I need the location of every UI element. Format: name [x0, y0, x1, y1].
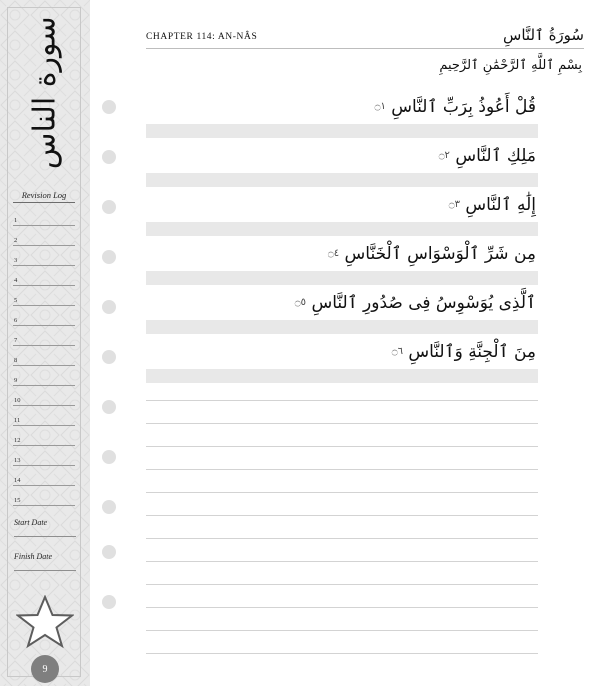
revision-log-row[interactable] — [13, 426, 75, 446]
revision-log-row[interactable] — [13, 266, 75, 286]
note-line[interactable] — [146, 400, 538, 401]
revision-log-row[interactable] — [13, 386, 75, 406]
spiral-binding — [90, 0, 128, 686]
revision-log-row[interactable] — [13, 326, 75, 346]
writing-bar[interactable] — [146, 320, 538, 334]
revision-log-row[interactable] — [13, 406, 75, 426]
revision-log — [9, 190, 79, 506]
writing-bar[interactable] — [146, 369, 538, 383]
revision-log-row[interactable] — [13, 246, 75, 266]
verse-number: ۝٥ — [294, 297, 307, 308]
revision-log-row-number: 9 — [14, 377, 18, 384]
verse-arabic: مِنَ ٱلْجِنَّةِ وَٱلنَّاسِ — [408, 342, 536, 362]
sura-title-text: سورة الناس — [27, 16, 63, 169]
verse-block — [146, 194, 538, 236]
binding-hole — [102, 350, 116, 364]
finish-date-field[interactable] — [14, 552, 76, 571]
verse-arabic: مِن شَرِّ ٱلْوَسْوَاسِ ٱلْخَنَّاسِ — [344, 244, 536, 264]
verse-block — [146, 145, 538, 187]
start-date-rule — [14, 536, 76, 537]
binding-hole — [102, 200, 116, 214]
writing-bar[interactable] — [146, 124, 538, 138]
revision-log-row[interactable] — [13, 226, 75, 246]
revision-log-row[interactable] — [13, 446, 75, 466]
header-divider — [146, 48, 584, 49]
finish-date-label: Finish Date — [14, 552, 52, 561]
revision-log-row-number: 15 — [14, 497, 21, 504]
writing-bar[interactable] — [146, 271, 538, 285]
verse-number: ۝٦ — [391, 346, 403, 357]
verse-number: ۝٤ — [327, 248, 340, 259]
page-number: 9 — [31, 655, 59, 683]
note-line[interactable] — [146, 653, 538, 654]
revision-log-row-number: 2 — [14, 237, 18, 244]
verse-text — [146, 243, 538, 266]
decorative-sidebar — [0, 0, 90, 686]
revision-log-row-number: 14 — [14, 477, 21, 484]
revision-log-row-number: 5 — [14, 297, 18, 304]
binding-hole — [102, 595, 116, 609]
revision-log-row-number: 11 — [14, 417, 21, 424]
binding-hole — [102, 300, 116, 314]
revision-log-row-number: 3 — [14, 257, 18, 264]
chapter-label: CHAPTER 114: AN-NÂS — [146, 32, 258, 42]
revision-log-row-number: 10 — [14, 397, 21, 404]
revision-log-row-number: 7 — [14, 337, 18, 344]
basmala: بِسْمِ ٱللَّهِ ٱلرَّحْمَٰنِ ٱلرَّحِيمِ — [439, 58, 582, 73]
note-line[interactable] — [146, 630, 538, 631]
verse-text — [146, 292, 538, 315]
page-header — [146, 26, 584, 48]
binding-hole — [102, 545, 116, 559]
verse-arabic: قُلْ أَعُوذُ بِرَبِّ ٱلنَّاسِ — [391, 97, 536, 117]
revision-log-row-number: 12 — [14, 437, 21, 444]
verse-number: ۝٣ — [448, 199, 460, 210]
verse-arabic: إِلَٰهِ ٱلنَّاسِ — [465, 195, 536, 215]
finish-date-rule — [14, 570, 76, 571]
revision-log-row[interactable] — [13, 346, 75, 366]
verse-text — [146, 96, 538, 119]
verse-text — [146, 194, 538, 217]
binding-hole — [102, 150, 116, 164]
revision-log-row[interactable] — [13, 486, 75, 506]
binding-hole — [102, 500, 116, 514]
writing-bar[interactable] — [146, 222, 538, 236]
verse-text — [146, 145, 538, 168]
binding-hole — [102, 250, 116, 264]
revision-log-row-number: 8 — [14, 357, 18, 364]
revision-log-divider — [13, 202, 75, 203]
sura-title-calligraphy — [8, 10, 82, 175]
verse-block — [146, 292, 538, 334]
revision-log-title: Revision Log — [21, 190, 67, 200]
revision-log-row[interactable] — [13, 366, 75, 386]
verse-arabic: مَلِكِ ٱلنَّاسِ — [455, 146, 536, 166]
verse-number: ۝٢ — [438, 150, 450, 161]
note-line[interactable] — [146, 584, 538, 585]
binding-hole — [102, 100, 116, 114]
verse-arabic: ٱلَّذِى يُوَسْوِسُ فِى صُدُورِ ٱلنَّاسِ — [311, 293, 536, 313]
revision-log-row[interactable] — [13, 286, 75, 306]
note-line[interactable] — [146, 446, 538, 447]
revision-log-row[interactable] — [13, 306, 75, 326]
start-date-label: Start Date — [14, 518, 48, 527]
verse-block — [146, 243, 538, 285]
binding-hole — [102, 400, 116, 414]
start-date-field[interactable] — [14, 518, 76, 537]
revision-log-row[interactable] — [13, 466, 75, 486]
star-icon — [16, 595, 74, 651]
revision-log-row-number: 13 — [14, 457, 21, 464]
revision-log-row-number: 1 — [14, 217, 18, 224]
page-content — [128, 0, 600, 686]
verse-block — [146, 341, 538, 383]
verse-text — [146, 341, 538, 364]
sura-name-arabic: سُورَةُ ٱلنَّاسِ — [503, 26, 584, 44]
note-line[interactable] — [146, 561, 538, 562]
note-line[interactable] — [146, 538, 538, 539]
note-line[interactable] — [146, 469, 538, 470]
revision-log-row-number: 6 — [14, 317, 18, 324]
revision-log-row-number: 4 — [14, 277, 18, 284]
note-line[interactable] — [146, 515, 538, 516]
verse-number: ۝١ — [374, 101, 386, 112]
note-line[interactable] — [146, 423, 538, 424]
writing-bar[interactable] — [146, 173, 538, 187]
binding-hole — [102, 450, 116, 464]
verse-block — [146, 96, 538, 138]
revision-log-row[interactable] — [13, 206, 75, 226]
note-line[interactable] — [146, 492, 538, 493]
note-line[interactable] — [146, 607, 538, 608]
note-lines — [146, 400, 538, 676]
